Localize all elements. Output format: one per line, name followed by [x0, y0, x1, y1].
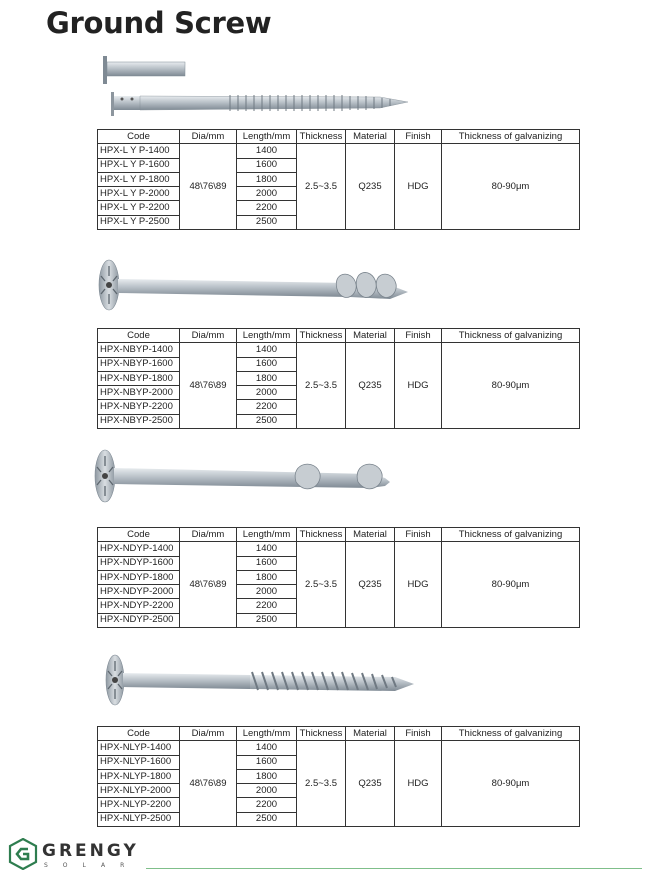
- thickness-cell: 2.5~3.5: [297, 144, 346, 230]
- code-cell: HPX-NLYP-2200: [98, 798, 180, 812]
- length-cell: 2500: [237, 414, 297, 428]
- column-header: Material: [346, 528, 395, 542]
- galvanizing-cell: 80-90μm: [442, 542, 580, 628]
- length-cell: 1800: [237, 570, 297, 584]
- length-cell: 1600: [237, 158, 297, 172]
- code-cell: HPX-NBYP-2200: [98, 400, 180, 414]
- length-cell: 1600: [237, 755, 297, 769]
- code-cell: HPX-L Y P-1600: [98, 158, 180, 172]
- table-header-row: [98, 528, 580, 542]
- length-cell: 2200: [237, 599, 297, 613]
- code-cell: HPX-L Y P-2500: [98, 215, 180, 229]
- spec-table-ly: [97, 129, 580, 230]
- galvanizing-cell: 80-90μm: [442, 343, 580, 429]
- length-cell: 1400: [237, 542, 297, 556]
- finish-cell: HDG: [395, 741, 442, 827]
- length-cell: 1400: [237, 741, 297, 755]
- spec-table-nb: [97, 328, 580, 429]
- dia-cell: 48\76\89: [180, 542, 237, 628]
- code-cell: HPX-NDYP-2000: [98, 585, 180, 599]
- column-header: Dia/mm: [180, 130, 237, 144]
- column-header: Thickness of galvanizing: [442, 329, 580, 343]
- length-cell: 2200: [237, 400, 297, 414]
- code-cell: HPX-L Y P-2000: [98, 187, 180, 201]
- length-cell: 1800: [237, 769, 297, 783]
- code-cell: HPX-L Y P-2200: [98, 201, 180, 215]
- length-cell: 2000: [237, 784, 297, 798]
- dia-cell: 48\76\89: [180, 741, 237, 827]
- table-header-row: [98, 727, 580, 741]
- spec-table-nd: [97, 527, 580, 628]
- grengy-logo-icon: [8, 838, 38, 870]
- material-cell: Q235: [346, 343, 395, 429]
- length-cell: 1600: [237, 556, 297, 570]
- table-header-row: [98, 130, 580, 144]
- thickness-cell: 2.5~3.5: [297, 343, 346, 429]
- length-cell: 2500: [237, 812, 297, 826]
- code-cell: HPX-NLYP-1400: [98, 741, 180, 755]
- column-header: Thickness: [297, 329, 346, 343]
- column-header: Material: [346, 130, 395, 144]
- length-cell: 1800: [237, 172, 297, 186]
- column-header: Code: [98, 329, 180, 343]
- dia-cell: 48\76\89: [180, 343, 237, 429]
- column-header: Code: [98, 528, 180, 542]
- column-header: Finish: [395, 528, 442, 542]
- column-header: Thickness of galvanizing: [442, 727, 580, 741]
- code-cell: HPX-NBYP-1600: [98, 357, 180, 371]
- thickness-cell: 2.5~3.5: [297, 741, 346, 827]
- page-title: Ground Screw: [46, 6, 272, 40]
- column-header: Thickness: [297, 528, 346, 542]
- code-cell: HPX-NDYP-1800: [98, 570, 180, 584]
- table-row: [98, 542, 580, 556]
- code-cell: HPX-NLYP-2000: [98, 784, 180, 798]
- spec-table-nl: [97, 726, 580, 827]
- length-cell: 2200: [237, 798, 297, 812]
- column-header: Dia/mm: [180, 727, 237, 741]
- column-header: Dia/mm: [180, 528, 237, 542]
- code-cell: HPX-NDYP-2500: [98, 613, 180, 627]
- dia-cell: 48\76\89: [180, 144, 237, 230]
- column-header: Dia/mm: [180, 329, 237, 343]
- code-cell: HPX-NBYP-1400: [98, 343, 180, 357]
- code-cell: HPX-NDYP-1600: [98, 556, 180, 570]
- code-cell: HPX-NDYP-1400: [98, 542, 180, 556]
- table-row: [98, 144, 580, 158]
- footer-divider: [146, 868, 642, 869]
- galvanizing-cell: 80-90μm: [442, 741, 580, 827]
- column-header: Material: [346, 329, 395, 343]
- code-cell: HPX-NLYP-1800: [98, 769, 180, 783]
- length-cell: 2500: [237, 215, 297, 229]
- finish-cell: HDG: [395, 144, 442, 230]
- column-header: Length/mm: [237, 130, 297, 144]
- column-header: Length/mm: [237, 727, 297, 741]
- length-cell: 1400: [237, 343, 297, 357]
- table-header-row: [98, 329, 580, 343]
- code-cell: HPX-NLYP-1600: [98, 755, 180, 769]
- brand-subtitle: SOLAR: [44, 862, 140, 869]
- code-cell: HPX-L Y P-1800: [98, 172, 180, 186]
- column-header: Length/mm: [237, 329, 297, 343]
- column-header: Length/mm: [237, 528, 297, 542]
- finish-cell: HDG: [395, 343, 442, 429]
- column-header: Finish: [395, 130, 442, 144]
- table-row: [98, 741, 580, 755]
- material-cell: Q235: [346, 741, 395, 827]
- length-cell: 2000: [237, 585, 297, 599]
- galvanizing-cell: 80-90μm: [442, 144, 580, 230]
- length-cell: 1800: [237, 371, 297, 385]
- material-cell: Q235: [346, 144, 395, 230]
- column-header: Thickness of galvanizing: [442, 528, 580, 542]
- table-row: [98, 343, 580, 357]
- code-cell: HPX-NDYP-2200: [98, 599, 180, 613]
- column-header: Finish: [395, 727, 442, 741]
- column-header: Thickness: [297, 130, 346, 144]
- code-cell: HPX-NBYP-1800: [98, 371, 180, 385]
- length-cell: 2000: [237, 187, 297, 201]
- code-cell: HPX-NLYP-2500: [98, 812, 180, 826]
- code-cell: HPX-NBYP-2500: [98, 414, 180, 428]
- column-header: Code: [98, 130, 180, 144]
- length-cell: 2000: [237, 386, 297, 400]
- column-header: Material: [346, 727, 395, 741]
- code-cell: HPX-L Y P-1400: [98, 144, 180, 158]
- finish-cell: HDG: [395, 542, 442, 628]
- length-cell: 2500: [237, 613, 297, 627]
- column-header: Thickness: [297, 727, 346, 741]
- column-header: Thickness of galvanizing: [442, 130, 580, 144]
- column-header: Code: [98, 727, 180, 741]
- length-cell: 2200: [237, 201, 297, 215]
- material-cell: Q235: [346, 542, 395, 628]
- length-cell: 1600: [237, 357, 297, 371]
- length-cell: 1400: [237, 144, 297, 158]
- thickness-cell: 2.5~3.5: [297, 542, 346, 628]
- column-header: Finish: [395, 329, 442, 343]
- brand-name: GRENGY: [42, 841, 139, 861]
- code-cell: HPX-NBYP-2000: [98, 386, 180, 400]
